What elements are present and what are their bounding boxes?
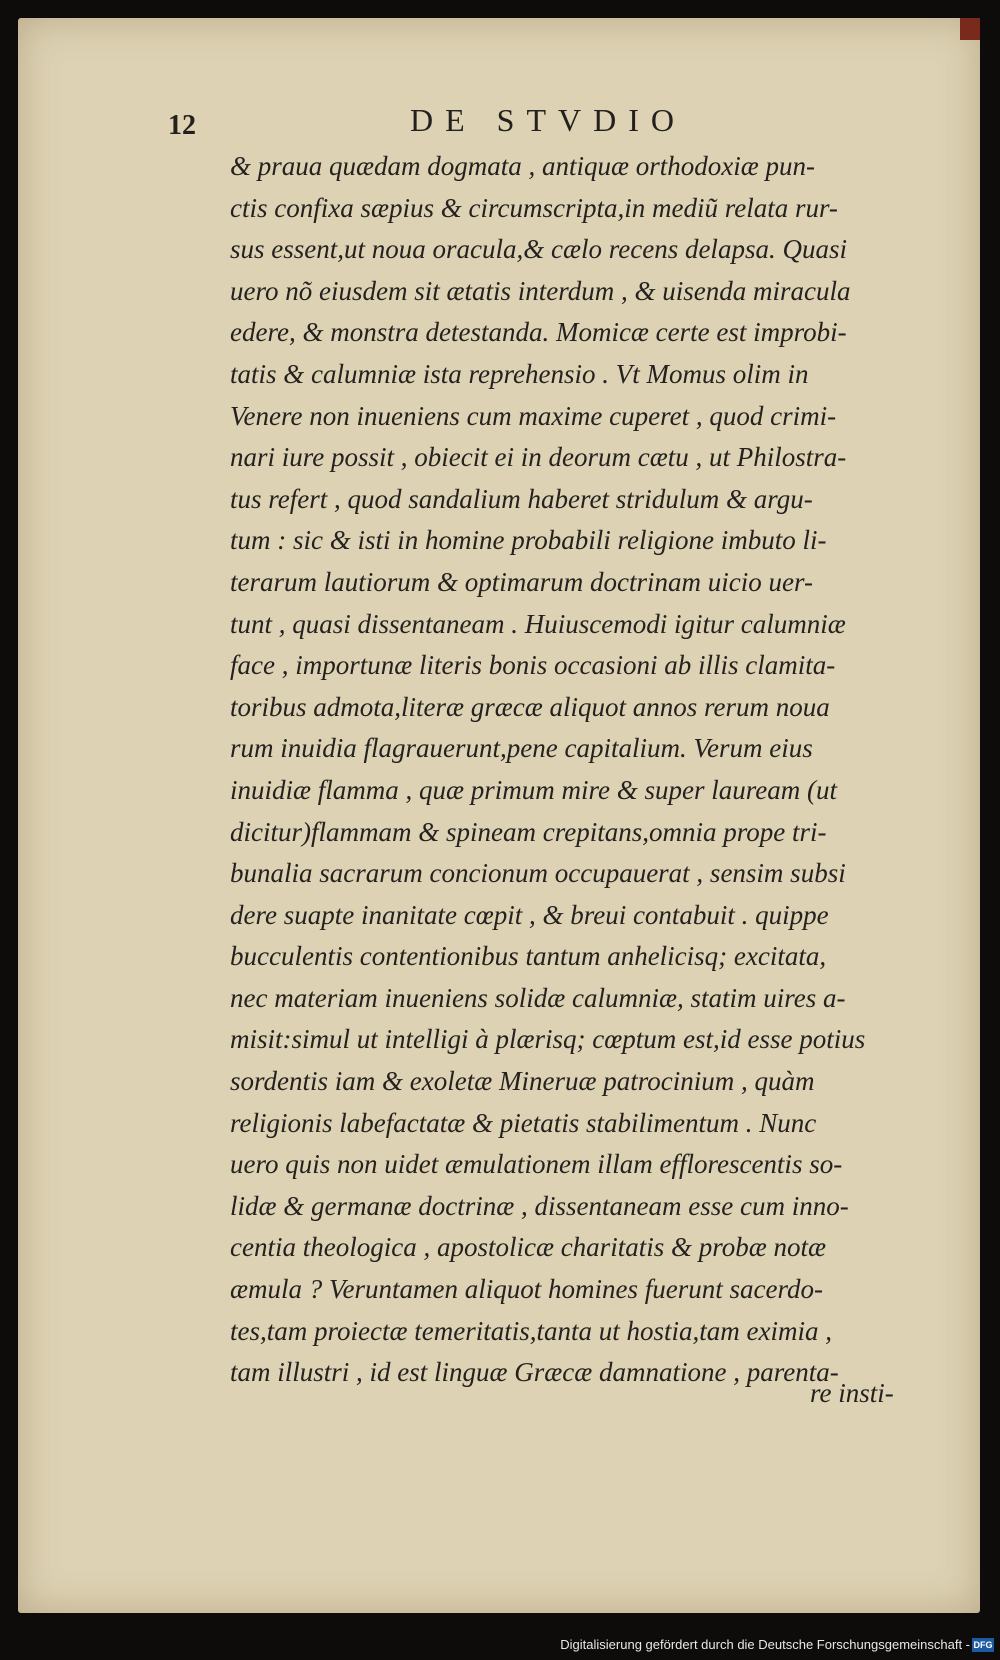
text-line: nari iure possit , obiecit ei in deorum cætu , ut Philostra- — [230, 442, 847, 473]
text-line: tes,tam proiectæ temeritatis,tanta ut hostia,tam eximia , — [230, 1315, 832, 1346]
footer-strip — [0, 1614, 1000, 1660]
dfg-logo-icon: DFG — [973, 1640, 993, 1650]
text-line: terarum lautiorum & optimarum doctrinam uicio uer- — [230, 566, 813, 597]
text-line: tatis & calumniæ ista reprehensio . Vt Momus olim in — [230, 358, 809, 389]
text-line: tam illustri , id est linguæ Græcæ damnatione , parenta- — [230, 1357, 839, 1388]
body-text — [230, 146, 900, 1394]
text-line: bunalia sacrarum concionum occupauerat , sensim subsi — [230, 858, 846, 889]
text-line: æmula ? Veruntamen aliquot homines fuerunt sacerdo- — [230, 1274, 823, 1305]
text-line: bucculentis contentionibus tantum anhelicisq; excitata, — [230, 941, 827, 972]
text-line: toribus admota,literæ græcæ aliquot annos rerum noua — [230, 691, 830, 722]
text-line: religionis labefactatæ & pietatis stabilimentum . Nunc — [230, 1107, 817, 1138]
catchword: re insti- — [810, 1378, 894, 1408]
text-line: tum : sic & isti in homine probabili religione imbuto li- — [230, 525, 827, 556]
funding-notice: Digitalisierung gefördert durch die Deutsche Forschungsgemeinschaft - — [560, 1637, 970, 1652]
text-line: sus essent,ut noua oracula,& cælo recens delapsa. Quasi — [230, 234, 847, 265]
page-number: 12 — [168, 110, 196, 141]
text-line: ctis confixa sæpius & circumscripta,in mediũ relata rur- — [230, 192, 838, 223]
text-line: dere suapte inanitate cœpit , & breui contabuit . quippe — [230, 899, 829, 930]
text-line: Venere non inueniens cum maxime cuperet , quod crimi- — [230, 400, 837, 431]
text-line: face , importunæ literis bonis occasioni ab illis clamita- — [230, 650, 836, 681]
text-line: dicitur)flammam & spineam crepitans,omnia prope tri- — [230, 816, 827, 847]
text-line: centia theologica , apostolicæ charitatis & probæ notæ — [230, 1232, 826, 1263]
text-line: sordentis iam & exoletæ Mineruæ patrocinium , quàm — [230, 1066, 815, 1097]
text-line: misit:simul ut intelligi à plærisq; cœptum est,id esse potius — [230, 1024, 866, 1055]
text-line: nec materiam inueniens solidæ calumniæ, statim uires a- — [230, 982, 846, 1013]
text-line: inuidiæ flamma , quæ primum mire & super lauream (ut — [230, 774, 837, 805]
text-line: lidæ & germanæ doctrinæ , dissentaneam esse cum inno- — [230, 1190, 849, 1221]
text-line: & praua quædam dogmata , antiquæ orthodoxiæ pun- — [230, 151, 816, 181]
running-head: DE STVDIO — [410, 102, 686, 138]
text-line: tunt , quasi dissentaneam . Huiuscemodi igitur calumniæ — [230, 608, 846, 639]
text-line: tus refert , quod sandalium haberet stridulum & argu- — [230, 483, 813, 514]
page-edge-mark — [960, 18, 980, 40]
text-line: uero nõ eiusdem sit ætatis interdum , & uisenda miracula — [230, 275, 851, 306]
text-line: edere, & monstra detestanda. Momicæ certe est improbi- — [230, 317, 847, 348]
text-line: uero quis non uidet æmulationem illam efflorescentis so- — [230, 1149, 843, 1180]
text-line: rum inuidia flagrauerunt,pene capitalium. Verum eius — [230, 733, 813, 764]
